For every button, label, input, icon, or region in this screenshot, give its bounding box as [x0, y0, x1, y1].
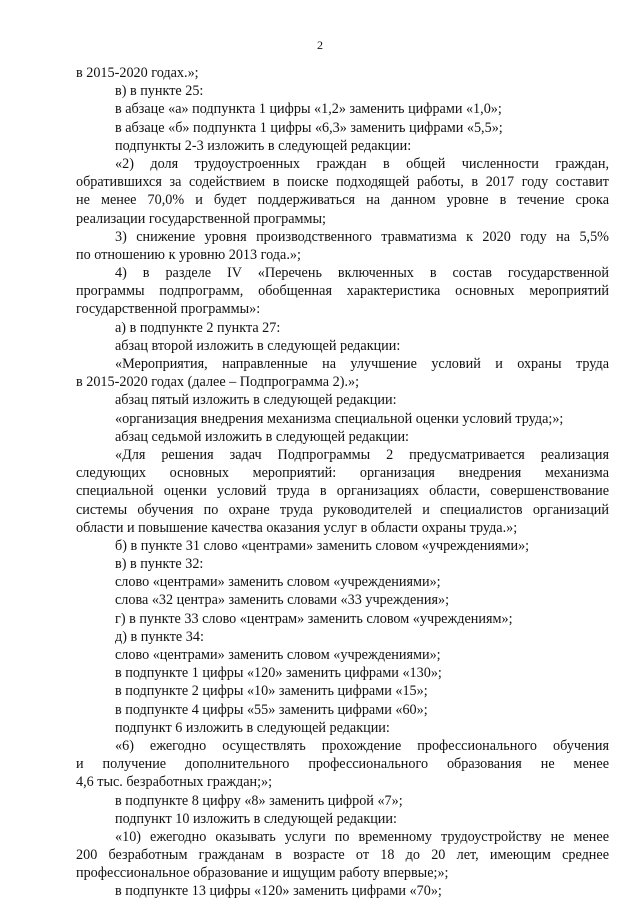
text-line: государственной программы»: — [76, 301, 261, 318]
text-line: в подпункте 2 цифры «10» заменить цифрами «15»; — [115, 683, 428, 700]
text-line: «организация внедрения механизма специальной оценки условий труда;»; — [115, 410, 564, 427]
text-line: а) в подпункте 2 пункта 27: — [115, 319, 281, 336]
text-line: подпункт 10 изложить в следующей редакции: — [115, 810, 397, 827]
text-line: в 2015-2020 годах (далее – Подпрограмма 2).»; — [76, 374, 360, 391]
text-line: не менее 70,0% и будет поддерживаться на данном уровне в течение срока — [76, 192, 609, 209]
text-line: 200 безработным гражданам в возрасте от 18 до 20 лет, имеющим среднее — [76, 847, 609, 864]
text-line: области и повышение качества оказания услуг в области охраны труда.»; — [76, 519, 518, 536]
text-line: в 2015-2020 годах.»; — [76, 65, 199, 81]
text-line: б) в пункте 31 слово «центрами» заменить словом «учреждениями»; — [115, 537, 530, 554]
text-line: и получение дополнительного профессионального образования не менее — [76, 756, 609, 773]
text-line: системы обучения по охране труда руководителей и специалистов организаций — [76, 501, 609, 518]
text-line: реализации государственной программы; — [76, 210, 326, 227]
text-line: в подпункте 4 цифры «55» заменить цифрами «60»; — [115, 701, 428, 718]
text-line: профессиональное образование и ищущим работу впервые;»; — [76, 865, 449, 882]
text-line: подпункт 6 изложить в следующей редакции: — [115, 719, 390, 736]
text-line: слова «32 центра» заменить словами «33 учреждения»; — [115, 592, 450, 609]
text-line: «Для решения задач Подпрограммы 2 предусматривается реализация — [115, 446, 609, 463]
text-line: слово «центрами» заменить словом «учреждениями»; — [115, 647, 441, 663]
text-line: в абзаце «б» подпункта 1 цифры «6,3» заменить цифрами «5,5»; — [115, 119, 503, 136]
text-line: «Мероприятия, направленные на улучшение условий и охраны труда — [115, 356, 609, 372]
text-line: «6) ежегодно осуществлять прохождение профессионального обучения — [115, 737, 609, 754]
text-line: г) в пункте 33 слово «центрам» заменить словом «учреждениям»; — [115, 610, 513, 627]
text-line: д) в пункте 34: — [115, 628, 204, 645]
text-line: 3) снижение уровня производственного травматизма к 2020 году на 5,5% — [115, 228, 609, 245]
text-line: в абзаце «а» подпункта 1 цифры «1,2» заменить цифрами «1,0»; — [115, 101, 502, 118]
text-line: 4) в разделе IV «Перечень включенных в состав государственной — [115, 265, 609, 282]
text-line: в) в пункте 32: — [115, 556, 204, 573]
text-line: по отношению к уровню 2013 года.»; — [76, 246, 301, 263]
text-line: в подпункте 1 цифры «120» заменить цифрами «130»; — [115, 665, 442, 682]
text-line: обратившихся за содействием в поиске подходящей работы, в 2017 году составит — [76, 174, 609, 191]
text-line: подпункты 2-3 изложить в следующей редакции: — [115, 137, 412, 154]
text-line: специальной оценки условий труда в организациях области, совершенствование — [76, 483, 609, 500]
text-line: «2) доля трудоустроенных граждан в общей численности граждан, — [115, 155, 609, 172]
text-line: программы подпрограмм, обобщенная характеристика основных мероприятий — [76, 283, 609, 300]
page-number: 2 — [317, 38, 323, 52]
text-line: абзац седьмой изложить в следующей редакции: — [115, 428, 410, 445]
text-line: «10) ежегодно оказывать услуги по временному трудоустройству не менее — [115, 828, 609, 845]
document-body — [76, 64, 609, 901]
text-line: 4,6 тыс. безработных граждан;»; — [76, 774, 273, 791]
text-line: слово «центрами» заменить словом «учреждениями»; — [115, 574, 441, 591]
text-line: следующих основных мероприятий: организация внедрения механизма — [76, 465, 609, 482]
text-line: в подпункте 8 цифру «8» заменить цифрой «7»; — [115, 792, 403, 809]
text-line: абзац пятый изложить в следующей редакции: — [115, 392, 397, 409]
text-line: абзац второй изложить в следующей редакции: — [115, 337, 401, 354]
text-line: в) в пункте 25: — [115, 83, 204, 100]
text-line: в подпункте 13 цифры «120» заменить цифрами «70»; — [115, 883, 442, 900]
